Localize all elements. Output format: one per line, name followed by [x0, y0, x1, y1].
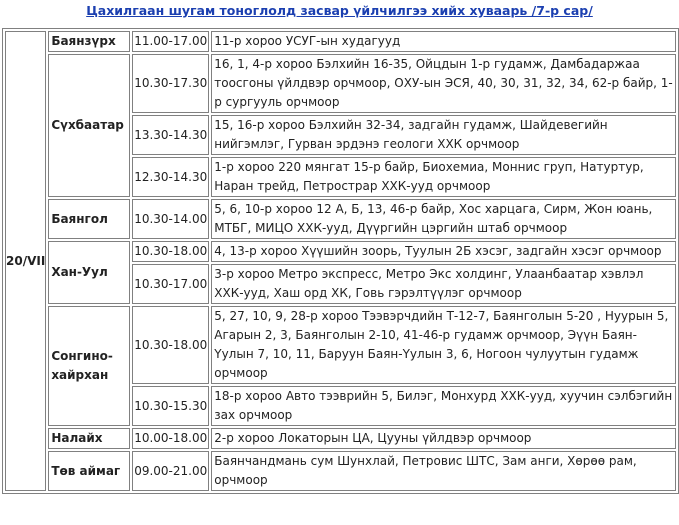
- date-cell: 20/VII: [5, 31, 46, 491]
- time-cell: 09.00-21.00: [132, 451, 209, 491]
- time-cell: 13.30-14.30: [132, 115, 209, 155]
- location-cell: 4, 13-р хороо Хүүшийн зоорь, Туулын 2Б хэсэг, задгайн хэсэг орчмоор: [211, 241, 676, 262]
- location-cell: 5, 6, 10-р хороо 12 А, Б, 13, 46-р байр, Хос харцага, Сирм, Жон юань, МТБГ, МИЦО ХХК-ууд, Дүүргийн цэргийн штаб орчмоор: [211, 199, 676, 239]
- time-cell: 10.00-18.00: [132, 428, 209, 449]
- time-cell: 10.30-18.00: [132, 241, 209, 262]
- district-cell: Баянзүрх: [48, 31, 130, 52]
- page-title: Цахилгаан шугам тоноглолд засвар үйлчилгээ хийх хуваарь /7-р сар/: [86, 3, 593, 18]
- time-cell: 10.30-15.30: [132, 386, 209, 426]
- table-row: [5, 54, 676, 113]
- location-cell: 16, 1, 4-р хороо Бэлхийн 16-35, Ойцдын 1-р гудамж, Дамбадаржаа тоосгоны үйлдвэр орчмоор, ОХУ-ын ЭСЯ, 40, 30, 31, 32, 34, 62-р байр, 1-р сургууль орчмоор: [211, 54, 676, 113]
- table-row: [5, 306, 676, 384]
- location-cell: 11-р хороо УСУГ-ын худагууд: [211, 31, 676, 52]
- time-cell: 10.30-18.00: [132, 306, 209, 384]
- location-cell: Баянчандмань сум Шунхлай, Петровис ШТС, Зам анги, Хөрөө рам, орчмоор: [211, 451, 676, 491]
- time-cell: 10.30-17.00: [132, 264, 209, 304]
- district-cell: Хан-Уул: [48, 241, 130, 304]
- district-cell: Сонгино-хайрхан: [48, 306, 130, 426]
- location-cell: 5, 27, 10, 9, 28-р хороо Тээвэрчдийн Т-12-7, Баянголын 5-20 , Нуурын 5, Агарын 2, 3, Баянголын 2-10, 41-46-р гудамж орчмоор, Эүүн Баян-Үулын 7, 10, 11, Баруун Баян-Үулын 3, 6, Ногоон чулуутын гудамж орчмоор: [211, 306, 676, 384]
- location-cell: 18-р хороо Авто тээврийн 5, Билэг, Монхурд ХХК-ууд, хуучин сэлбэгийн зах орчмоор: [211, 386, 676, 426]
- time-cell: 10.30-17.30: [132, 54, 209, 113]
- district-cell: Сүхбаатар: [48, 54, 130, 197]
- location-cell: 2-р хороо Локаторын ЦА, Цууны үйлдвэр орчмоор: [211, 428, 676, 449]
- time-cell: 11.00-17.00: [132, 31, 209, 52]
- time-cell: 10.30-14.00: [132, 199, 209, 239]
- schedule-table: [2, 28, 679, 494]
- table-row: [5, 451, 676, 491]
- district-cell: Баянгол: [48, 199, 130, 239]
- time-cell: 12.30-14.30: [132, 157, 209, 197]
- location-cell: 3-р хороо Метро экспресс, Метро Экс холдинг, Улаанбаатар хэвлэл ХХК-ууд, Хаш орд ХК, Говь гэрэлтүүлэг орчмоор: [211, 264, 676, 304]
- district-cell: Налайх: [48, 428, 130, 449]
- location-cell: 15, 16-р хороо Бэлхийн 32-34, задгайн гудамж, Шайдевегийн нийгэмлэг, Гурван эрдэнэ геологи ХХК орчмоор: [211, 115, 676, 155]
- table-row: [5, 428, 676, 449]
- location-cell: 1-р хороо 220 мянгат 15-р байр, Биохемиа, Моннис груп, Натуртур, Наран трейд, Петрострар ХХК-ууд орчмоор: [211, 157, 676, 197]
- table-row: [5, 199, 676, 239]
- table-row: [5, 241, 676, 262]
- district-cell: Төв аймаг: [48, 451, 130, 491]
- table-row: [5, 31, 676, 52]
